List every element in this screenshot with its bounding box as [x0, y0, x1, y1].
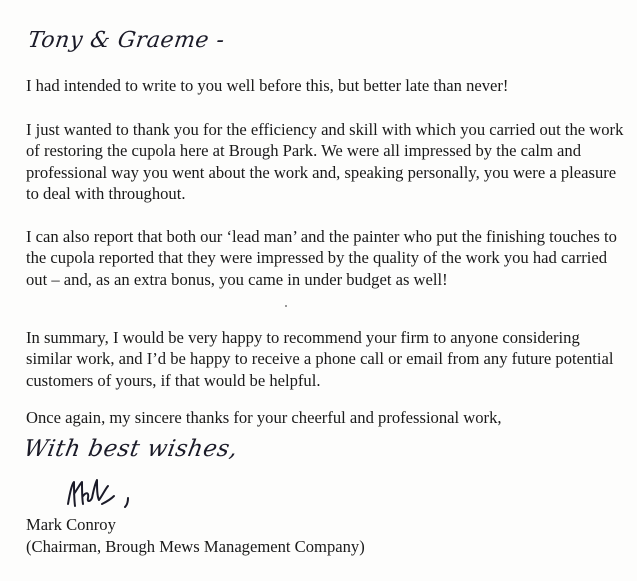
signer-title: (Chairman, Brough Mews Management Company) — [26, 537, 365, 556]
signer-name: Mark Conroy — [26, 515, 116, 534]
signature-mark — [62, 474, 142, 514]
paragraph-recommendation: In summary, I would be very happy to recommend your firm to anyone considering similar work, and I’d be happy to receive a phone call or email from any future potential customers of yours, if that would be helpful. — [26, 328, 614, 390]
paragraph-report: I can also report that both our ‘lead man’ and the painter who put the finishing touches to the cupola reported that they were impressed by the quality of the work you had carried out – and, as an extra bonus, you came in under budget as well! — [26, 227, 617, 289]
paper-speck — [285, 305, 287, 307]
paragraph-thanks: I just wanted to thank you for the efficiency and skill with which you carried out the work of restoring the cupola here at Brough Park. We were all impressed by the calm and professional way you went about the work and, speaking personally, you were a pleasure to deal with throughout. — [26, 120, 624, 203]
paragraph-opening: I had intended to write to you well before this, but better late than never! — [26, 76, 509, 95]
paragraph-closing: Once again, my sincere thanks for your cheerful and professional work, — [26, 408, 502, 427]
handwritten-closing: With best wishes, — [21, 436, 240, 462]
handwritten-salutation: Tony & Graeme - — [26, 28, 227, 53]
